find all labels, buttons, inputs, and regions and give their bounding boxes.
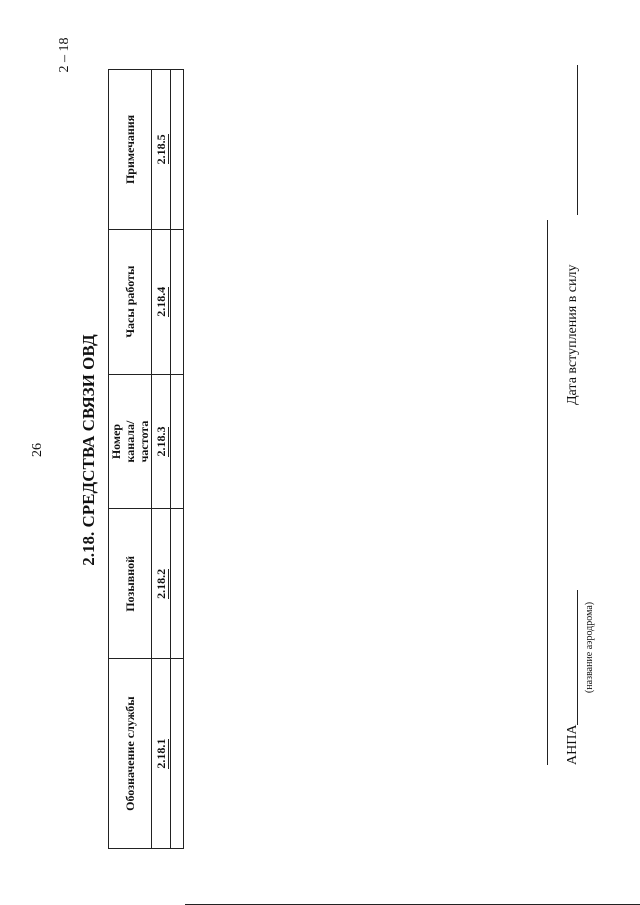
header-remarks: Примечания bbox=[109, 70, 152, 230]
code-2: 2.18.2 bbox=[153, 568, 168, 599]
effective-date-label: Дата вступления в силу bbox=[565, 264, 580, 405]
airport-caption: (название аэродрома) bbox=[584, 601, 595, 693]
empty-cell-5 bbox=[171, 70, 184, 230]
cell-code-3 bbox=[152, 374, 171, 509]
header-channel-frequency-text: Номер канала/частота bbox=[109, 420, 151, 463]
footer-divider bbox=[547, 220, 548, 765]
cell-code-2 bbox=[152, 509, 171, 659]
page-code: 2 – 18 bbox=[57, 37, 72, 73]
cell-code-5 bbox=[152, 70, 171, 230]
empty-cell-3 bbox=[171, 374, 184, 509]
section-title: 2.18. СРЕДСТВА СВЯЗИ ОВД bbox=[79, 334, 98, 566]
effective-date-line bbox=[577, 65, 578, 215]
code-5: 2.18.5 bbox=[153, 134, 168, 165]
cell-code-4 bbox=[152, 229, 171, 374]
empty-cell-4 bbox=[171, 229, 184, 374]
empty-cell-1 bbox=[171, 659, 184, 849]
code-1: 2.18.1 bbox=[153, 738, 168, 769]
table-empty-row bbox=[171, 70, 184, 849]
code-3: 2.18.3 bbox=[153, 426, 168, 457]
table-header-row bbox=[109, 70, 152, 849]
header-callsign: Позывной bbox=[109, 509, 152, 659]
header-hours: Часы работы bbox=[109, 229, 152, 374]
table-codes-row bbox=[152, 70, 171, 849]
ats-communication-table bbox=[108, 69, 184, 849]
cell-code-1 bbox=[152, 659, 171, 849]
header-channel-frequency bbox=[109, 374, 152, 509]
airport-name-line bbox=[577, 590, 578, 725]
page-edge-rule bbox=[185, 900, 640, 905]
code-4: 2.18.4 bbox=[153, 286, 168, 317]
page-number: 26 bbox=[30, 443, 45, 457]
airport-prefix: АНПА bbox=[565, 724, 580, 765]
header-service-designation: Обозначение службы bbox=[109, 659, 152, 849]
empty-cell-2 bbox=[171, 509, 184, 659]
